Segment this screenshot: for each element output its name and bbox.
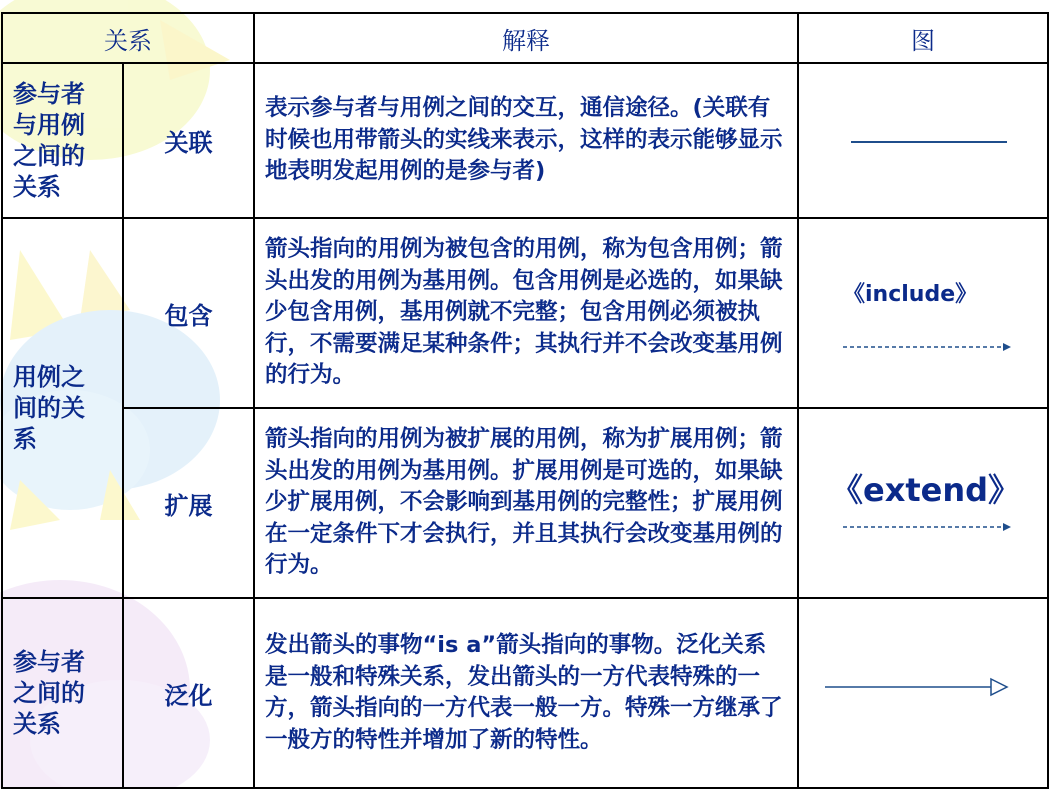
table-row-generalization <box>2 598 1048 788</box>
group-actor-usecase: 参与者与用例之间的关系 <box>2 63 123 218</box>
figure-include <box>798 218 1048 408</box>
desc-extend: 箭头指向的用例为被扩展的用例，称为扩展用例；箭头出发的用例为基用例。扩展用例是可选的，如果缺少扩展用例，不会影响到基用例的完整性；扩展用例在一定条件下才会执行，并且其执行会改变基用例的行为。 <box>254 408 798 598</box>
table-row-extend <box>2 408 1048 598</box>
desc-include: 箭头指向的用例为被包含的用例，称为包含用例；箭头出发的用例为基用例。包含用例是必选的，如果缺少包含用例，基用例就不完整；包含用例必须被执行，不需要满足某种条件；其执行并不会改变基用例的行为。 <box>254 218 798 408</box>
extend-stereotype: 《extend》 <box>831 471 1021 509</box>
header-figure: 图 <box>798 13 1048 63</box>
header-explanation: 解释 <box>254 13 798 63</box>
desc-association: 表示参与者与用例之间的交互，通信途径。(关联有时候也用带箭头的实线来表示，这样的表示能够显示地表明发起用例的是参与者) <box>254 63 798 218</box>
figure-generalization <box>798 598 1048 788</box>
group-actor-actor: 参与者之间的关系 <box>2 598 123 788</box>
desc-generalization: 发出箭头的事物“is a”箭头指向的事物。泛化关系是一般和特殊关系，发出箭头的一方代表特殊的一方，箭头指向的一方代表一般一方。特殊一方继承了一般方的特性并增加了新的特性。 <box>254 598 798 788</box>
header-relation: 关系 <box>2 13 254 63</box>
include-stereotype: 《include》 <box>843 282 978 307</box>
type-association: 关联 <box>123 63 254 218</box>
table-header-row <box>2 13 1048 63</box>
figure-extend <box>798 408 1048 598</box>
dashed-arrow-icon <box>799 221 1049 406</box>
group-usecase-usecase: 用例之间的关系 <box>2 218 123 598</box>
relationship-table <box>1 12 1049 789</box>
type-include: 包含 <box>123 218 254 408</box>
table-row-include <box>2 218 1048 408</box>
figure-association <box>798 63 1048 218</box>
hollow-triangle-arrow-icon <box>799 601 1049 786</box>
solid-line-icon <box>799 66 1049 216</box>
table-row-association <box>2 63 1048 218</box>
type-generalization: 泛化 <box>123 598 254 788</box>
type-extend: 扩展 <box>123 408 254 598</box>
